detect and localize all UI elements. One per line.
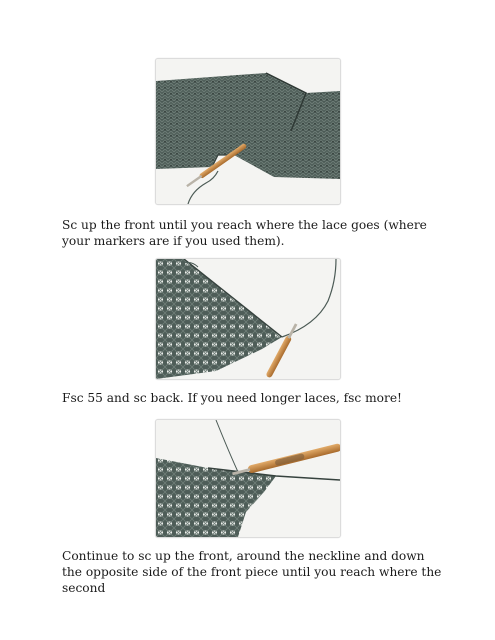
step-caption-1: Sc up the front until you reach where the lace goes (where your markers are if you used them). xyxy=(62,218,427,248)
step-photo-1 xyxy=(155,58,341,205)
crochet-photo-1 xyxy=(156,59,340,204)
step-photo-2 xyxy=(155,258,341,380)
crochet-photo-3 xyxy=(156,420,340,537)
crochet-photo-2 xyxy=(156,259,340,379)
step-caption-2: Fsc 55 and sc back. If you need longer laces, fsc more! xyxy=(62,391,402,405)
step-caption-3: Continue to sc up the front, around the neckline and down the opposite side of the front piece until you reach where the second xyxy=(62,549,442,595)
step-photo-3 xyxy=(155,419,341,538)
